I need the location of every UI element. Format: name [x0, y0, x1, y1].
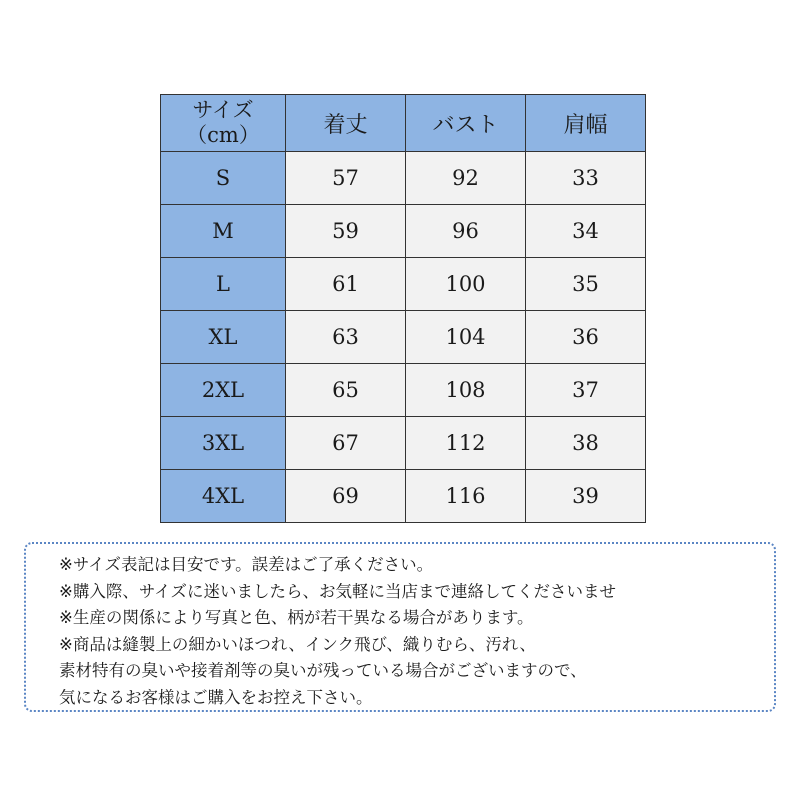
bust-cell: 96 [406, 205, 526, 258]
length-cell: 69 [286, 470, 406, 523]
note-line: ※生産の関係により写真と色、柄が若干異なる場合があります。 [59, 608, 534, 627]
length-cell: 57 [286, 152, 406, 205]
header-size-label: サイズ [192, 98, 254, 122]
shoulder-cell: 36 [526, 311, 646, 364]
header-shoulder: 肩幅 [526, 95, 646, 152]
bust-cell: 92 [406, 152, 526, 205]
length-cell: 59 [286, 205, 406, 258]
header-size-unit: （cm） [186, 123, 260, 147]
table-header-row [161, 95, 646, 152]
shoulder-cell: 37 [526, 364, 646, 417]
size-cell: 2XL [161, 364, 286, 417]
table-row [161, 470, 646, 523]
length-cell: 63 [286, 311, 406, 364]
bust-cell: 100 [406, 258, 526, 311]
note-line: ※サイズ表記は目安です。誤差はご了承ください。 [59, 555, 434, 574]
bust-cell: 104 [406, 311, 526, 364]
bust-cell: 112 [406, 417, 526, 470]
shoulder-cell: 38 [526, 417, 646, 470]
notes-box [24, 542, 776, 712]
size-cell: S [161, 152, 286, 205]
table-row [161, 417, 646, 470]
note-line: 気になるお客様はご購入をお控え下さい。 [59, 687, 373, 707]
length-cell: 67 [286, 417, 406, 470]
note-line: ※購入際、サイズに迷いましたら、お気軽に当店まで連絡してくださいませ [59, 581, 617, 601]
shoulder-cell: 34 [526, 205, 646, 258]
bust-cell: 116 [406, 470, 526, 523]
bust-cell: 108 [406, 364, 526, 417]
shoulder-cell: 33 [526, 152, 646, 205]
header-size [161, 95, 286, 152]
note-line: 素材特有の臭いや接着剤等の臭いが残っている場合がございますので、 [59, 661, 587, 680]
header-length: 着丈 [286, 95, 406, 152]
shoulder-cell: 39 [526, 470, 646, 523]
length-cell: 65 [286, 364, 406, 417]
table-row [161, 258, 646, 311]
size-cell: 3XL [161, 417, 286, 470]
length-cell: 61 [286, 258, 406, 311]
shoulder-cell: 35 [526, 258, 646, 311]
table-row [161, 152, 646, 205]
size-cell: 4XL [161, 470, 286, 523]
table-row [161, 205, 646, 258]
size-cell: M [161, 205, 286, 258]
size-chart-table [160, 94, 646, 523]
header-bust: バスト [406, 95, 526, 152]
note-line: ※商品は縫製上の細かいほつれ、インク飛び、織りむら、汚れ、 [59, 634, 536, 654]
size-cell: L [161, 258, 286, 311]
table-row [161, 311, 646, 364]
table-row [161, 364, 646, 417]
size-cell: XL [161, 311, 286, 364]
